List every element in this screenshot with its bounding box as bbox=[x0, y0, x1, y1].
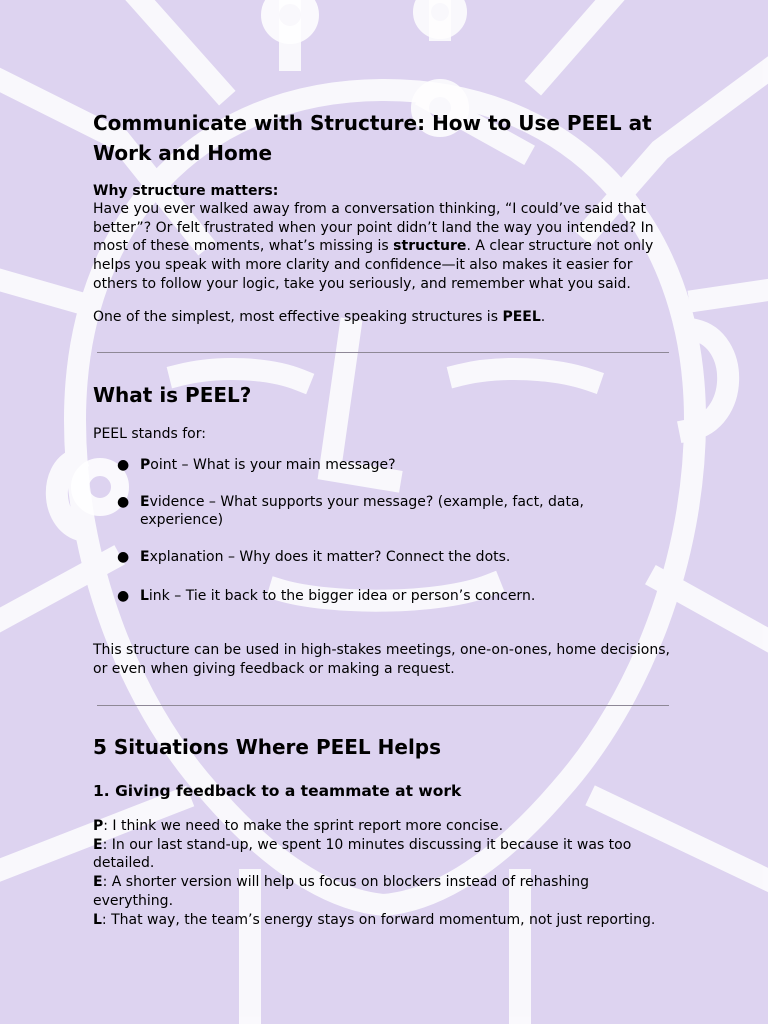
example-line: E: A shorter version will help us focus on blockers instead of rehashing everything. bbox=[93, 874, 590, 909]
example-line: L: That way, the team’s energy stays on forward momentum, not just reporting. bbox=[93, 911, 656, 928]
peel-item-explanation: ● Explanation – Why does it matter? Connect the dots. bbox=[117, 549, 511, 566]
situation-1-example bbox=[93, 817, 673, 929]
peel-stands-for: PEEL stands for: bbox=[93, 426, 206, 442]
bullet-icon: ● bbox=[117, 587, 130, 604]
section-divider bbox=[97, 705, 669, 706]
peel-item-point: ● Point – What is your main message? bbox=[117, 457, 396, 473]
peel-list bbox=[93, 456, 653, 606]
example-line: E: In our last stand-up, we spent 10 minutes discussing it because it was too detailed. bbox=[93, 836, 632, 872]
bullet-icon: ● bbox=[117, 457, 130, 473]
situations-heading: 5 Situations Where PEEL Helps bbox=[93, 735, 442, 759]
bullet-icon: ● bbox=[117, 493, 130, 510]
bullet-icon: ● bbox=[117, 549, 130, 566]
peel-item-link: ● Link – Tie it back to the bigger idea or person’s concern. bbox=[117, 587, 536, 604]
simplest-paragraph: One of the simplest, most effective speaking structures is PEEL. bbox=[93, 309, 546, 325]
structure-emphasis: structure bbox=[393, 238, 467, 255]
situation-1-heading: 1. Giving feedback to a teammate at work bbox=[93, 782, 462, 800]
peel-item-evidence: ● Evidence – What supports your message? (example, fact, data, experience) bbox=[117, 493, 584, 529]
section-divider bbox=[97, 352, 669, 353]
what-is-peel-heading: What is PEEL? bbox=[93, 383, 252, 407]
example-line: P: I think we need to make the sprint report more concise. bbox=[93, 818, 504, 834]
usage-paragraph: This structure can be used in high-stakes meetings, one-on-ones, home decisions, or even when giving feedback or making a request. bbox=[93, 642, 670, 677]
peel-emphasis: PEEL bbox=[502, 309, 541, 325]
page-title: Communicate with Structure: How to Use PEEL at Work and Home bbox=[93, 111, 652, 165]
why-heading: Why structure matters: bbox=[93, 183, 279, 199]
intro-paragraph: Have you ever walked away from a conversation thinking, “I could’ve said that better”? Or felt frustrated when your point didn’t land the way you intended? In most of these moments, what’s missing is structure. A clear structure not only helps you speak with more clarity and confidence—it also makes it easier for others to follow your logic, take you seriously, and remember what you said. bbox=[93, 201, 654, 292]
